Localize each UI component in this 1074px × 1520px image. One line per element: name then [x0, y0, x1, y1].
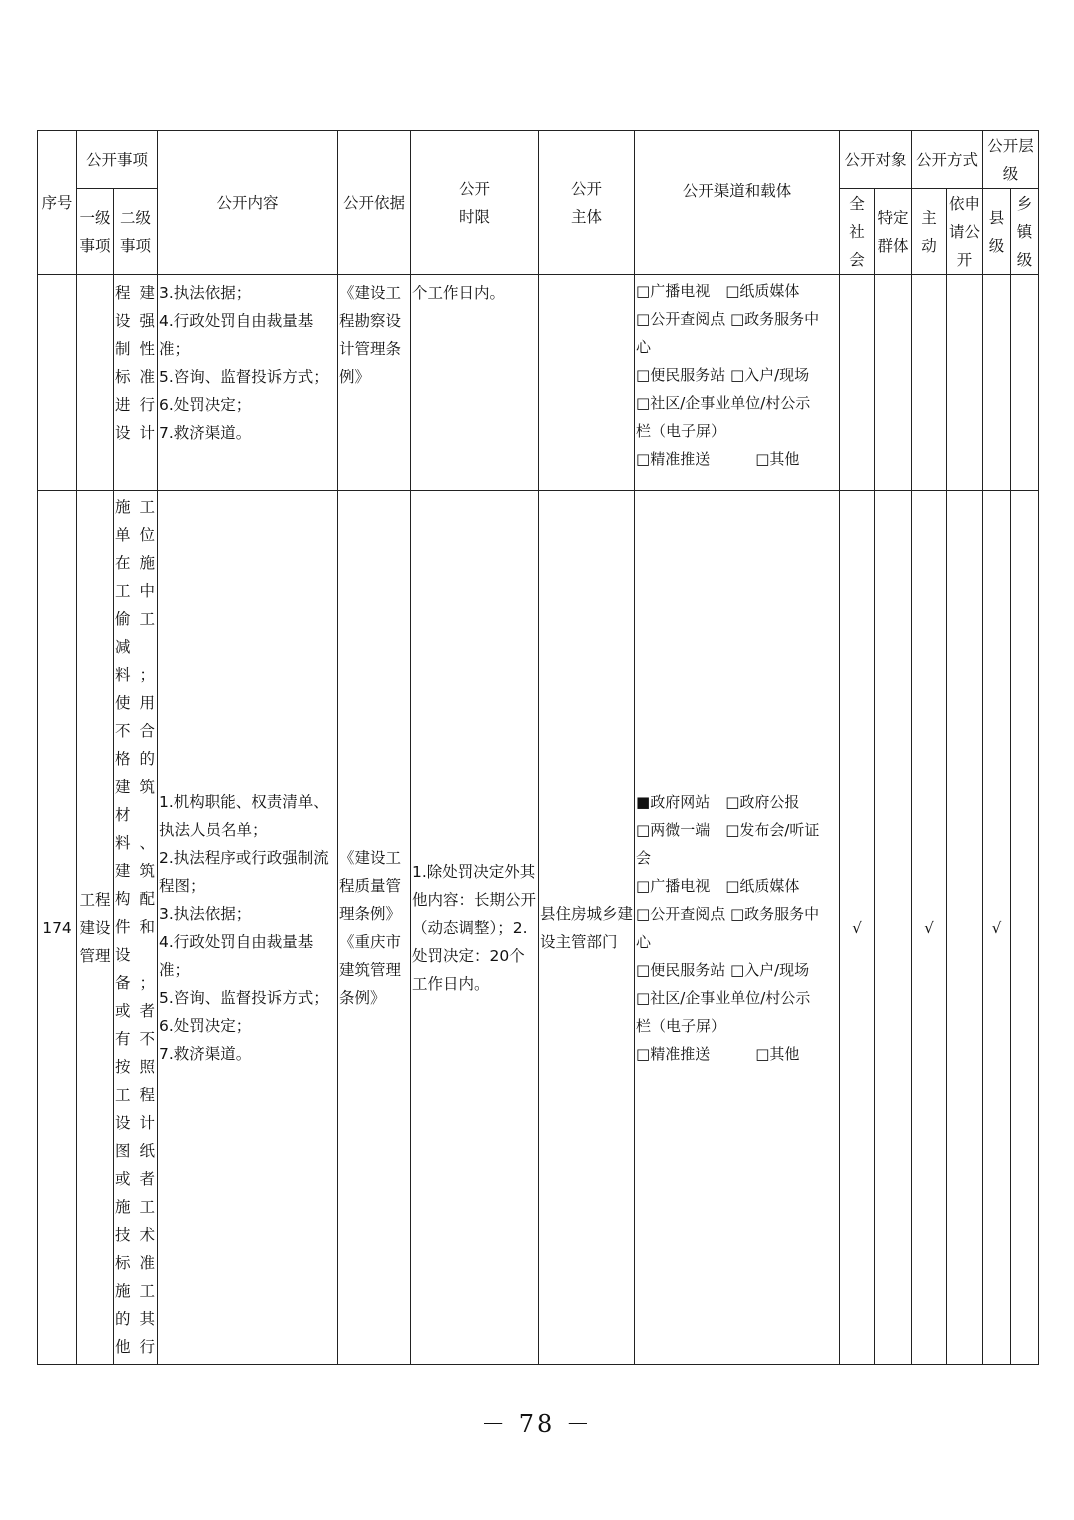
header-row-1	[38, 131, 1039, 189]
row-level1: 工程建设管理	[77, 491, 114, 1365]
row-level2: 施工单位在施工中偷工减料；使用不合格的建筑材料、建筑构配件和设备；或者有不按照工程设计图纸或者施工技术标准施工的其他行	[114, 491, 158, 1365]
header-level-town: 乡 镇 级	[1011, 189, 1039, 275]
header-item-level2: 二级 事项	[114, 189, 158, 275]
row-level-town	[1011, 491, 1039, 1365]
header-method-active: 主 动	[912, 189, 947, 275]
row-method-active: √	[912, 491, 947, 1365]
header-method-apply: 依申 请公 开	[947, 189, 983, 275]
row-content: 1.机构职能、权责清单、执法人员名单； 2.执法程序或行政强制流程图； 3.执法依据； 4.行政处罚自由裁量基准； 5.咨询、监督投诉方式； 6.处罚决定； 7.救济渠道。	[158, 491, 338, 1365]
row-content: 3.执法依据； 4.行政处罚自由裁量基准； 5.咨询、监督投诉方式； 6.处罚决定； 7.救济渠道。	[158, 275, 338, 491]
table-row	[38, 275, 1039, 491]
row-level-county: √	[983, 491, 1011, 1365]
row-subject	[539, 275, 635, 491]
header-method: 公开方式	[912, 131, 983, 189]
page-number: － 78 －	[481, 1410, 593, 1438]
header-level: 公开层 级	[983, 131, 1039, 189]
row-level-town	[1011, 275, 1039, 491]
row-seq: 174	[38, 491, 77, 1365]
header-item-level1: 一级 事项	[77, 189, 114, 275]
row-limit: 个工作日内。	[411, 275, 539, 491]
row-level-county	[983, 275, 1011, 491]
header-seq: 序号	[38, 131, 77, 275]
header-limit: 公开 时限	[411, 131, 539, 275]
header-level-county: 县 级	[983, 189, 1011, 275]
row-basis: 《建设工程质量管理条例》《重庆市建筑管理条例》	[338, 491, 411, 1365]
row-level1	[77, 275, 114, 491]
table-row	[38, 491, 1039, 1365]
row-basis: 《建设工程勘察设计管理条例》	[338, 275, 411, 491]
header-subject: 公开 主体	[539, 131, 635, 275]
row-target-group	[875, 491, 912, 1365]
row-method-apply	[947, 491, 983, 1365]
row-channel: □广播电视 □纸质媒体 □公开查阅点 □政务服务中 心 □便民服务站 □入户/现场 □社区/企事业单位/村公示 栏（电子屏） □精准推送 □其他	[635, 275, 840, 491]
row-method-apply	[947, 275, 983, 491]
header-target-all: 全 社 会	[840, 189, 875, 275]
row-subject: 县住房城乡建设主管部门	[539, 491, 635, 1365]
row-target-all	[840, 275, 875, 491]
row-channel: ■政府网站 □政府公报 □两微一端 □发布会/听证 会 □广播电视 □纸质媒体 □公开查阅点 □政务服务中 心 □便民服务站 □入户/现场 □社区/企事业单位/村公示 栏（电子屏） □精准推送 □其他	[635, 491, 840, 1365]
row-target-group	[875, 275, 912, 491]
header-content: 公开内容	[158, 131, 338, 275]
header-channel: 公开渠道和载体	[635, 131, 840, 275]
header-target: 公开对象	[840, 131, 912, 189]
header-target-group: 特定 群体	[875, 189, 912, 275]
header-basis: 公开依据	[338, 131, 411, 275]
row-limit: 1.除处罚决定外其他内容：长期公开（动态调整）；2.处罚决定：20个工作日内。	[411, 491, 539, 1365]
header-item: 公开事项	[77, 131, 158, 189]
row-method-active	[912, 275, 947, 491]
row-seq	[38, 275, 77, 491]
row-target-all: √	[840, 491, 875, 1365]
disclosure-table	[37, 130, 1039, 1365]
row-level2: 程建设强制性标准进行设计	[114, 275, 158, 491]
